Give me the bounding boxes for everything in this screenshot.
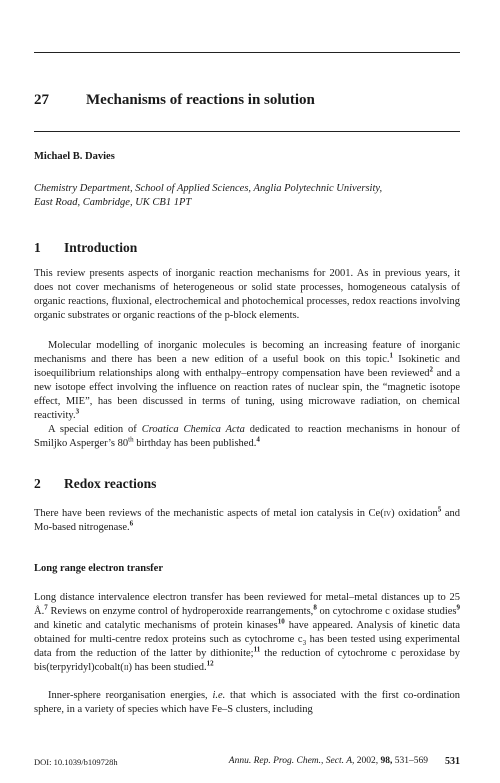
- abbreviation: i.e.: [212, 690, 226, 701]
- footnote-ref[interactable]: 4: [256, 435, 260, 444]
- footnote-ref[interactable]: 11: [253, 645, 261, 654]
- text-run: ) oxidation: [391, 508, 438, 519]
- journal-volume: 98,: [380, 756, 393, 766]
- journal-year: 2002,: [356, 756, 379, 766]
- intro-paragraph-3: [34, 423, 460, 451]
- section-heading-redox: [34, 476, 156, 492]
- journal-pages: 531–569: [394, 756, 428, 766]
- chapter-title: Mechanisms of reactions in solution: [86, 92, 315, 108]
- text-run: and a new isotope effect involving the influence on reaction rates of nuclear spin, the “magnetic isotope effect, MIE”, has been discussed in terms of tuning, using microwave radiation, on chemical reactivity.: [34, 368, 460, 421]
- title-rule: [34, 131, 460, 132]
- footnote-ref[interactable]: 7: [44, 603, 48, 612]
- footnote-ref[interactable]: 8: [313, 603, 317, 612]
- redox-paragraph-3: [34, 689, 460, 717]
- subscript: 3: [302, 639, 307, 648]
- redox-paragraph-1: [34, 507, 460, 535]
- journal-title: Annu. Rep. Prog. Chem., Sect. A,: [228, 756, 355, 766]
- intro-paragraph-1: [34, 267, 460, 323]
- text-run: dedicated to reaction mechanisms in honour of Smiljko Asperger’s 80: [34, 424, 460, 449]
- ordinal-suffix: th: [128, 435, 134, 444]
- footnote-ref[interactable]: 6: [129, 519, 134, 528]
- page-number: 531: [445, 756, 460, 767]
- text-run: birthday has been published.: [133, 438, 257, 449]
- author-name: Michael B. Davies: [34, 151, 115, 162]
- footnote-ref[interactable]: 10: [277, 617, 285, 626]
- journal-name: Croatica Chemica Acta: [141, 424, 245, 435]
- text-run: and Mo-based nitrogenase.: [34, 508, 460, 533]
- subheading-long-range-electron-transfer: Long range electron transfer: [34, 563, 163, 574]
- text-run: Long distance intervalence electron transfer has been reviewed for metal–metal distances up to 25 Å.: [34, 592, 460, 617]
- section-number: 2: [34, 476, 41, 491]
- oxidation-state: ii: [123, 662, 129, 673]
- affiliation: [34, 182, 464, 210]
- footnote-ref[interactable]: 9: [456, 603, 461, 612]
- text-run: on cytochrome c oxidase studies: [316, 606, 457, 617]
- text-run: the reduction of cytochrome c peroxidase by bis(terpyridyl)cobalt(: [34, 648, 460, 673]
- footnote-ref[interactable]: 1: [389, 351, 393, 360]
- footnote-ref[interactable]: 2: [429, 365, 433, 374]
- text-run: ) has been studied.: [128, 662, 207, 673]
- section-title: Redox reactions: [64, 476, 157, 491]
- text-run: Inner-sphere reorganisation energies,: [48, 690, 213, 701]
- section-title: Introduction: [64, 240, 138, 255]
- text-run: has been tested using experimental data from the reduction of the latter by dithionite;: [34, 634, 460, 659]
- redox-paragraph-2: [34, 591, 460, 675]
- text-run: Isokinetic and isoequilibrium relationships along with enthalpy–entropy compensation have been reviewed: [34, 354, 460, 379]
- text-run: There have been reviews of the mechanistic aspects of metal ion catalysis in Ce(: [34, 508, 384, 519]
- footnote-ref[interactable]: 12: [206, 659, 214, 668]
- chapter-number: 27: [34, 92, 49, 108]
- text-run: Reviews on enzyme control of hydroperoxide rearrangements,: [47, 606, 314, 617]
- section-heading-introduction: [34, 240, 137, 256]
- text-run: and kinetic and catalytic mechanisms of protein kinases: [34, 620, 278, 631]
- intro-paragraph-1-text: This review presents aspects of inorganic reaction mechanisms for 2001. As in previous years, it does not cover mechanisms of heterogeneous or solid state processes, homogeneous catalysis of organic reactions, fluxional, electrochemical and photochemical processes, redox reactions involving organic substrates or organic reactions of the p-block elements.: [34, 268, 460, 321]
- doi[interactable]: DOI: 10.1039/b109728h: [34, 757, 118, 767]
- footnote-ref[interactable]: 3: [75, 407, 80, 416]
- text-run: Molecular modelling of inorganic molecules is becoming an increasing feature of inorganic mechanisms and there has been a new edition of a useful book on this topic.: [34, 340, 460, 365]
- text-run: that which is associated with the first co-ordination sphere, in a variety of species which have Fe–S clusters, including: [34, 690, 460, 715]
- text-run: A special edition of: [48, 424, 142, 435]
- journal-citation: [229, 756, 428, 766]
- oxidation-state: iv: [383, 508, 392, 519]
- text-run: have appeared. Analysis of kinetic data obtained for multi-centre redox proteins such as cytochrome c: [34, 620, 460, 645]
- affiliation-line-1: Chemistry Department, School of Applied Sciences, Anglia Polytechnic University,: [34, 183, 383, 194]
- section-number: 1: [34, 240, 41, 255]
- affiliation-line-2: East Road, Cambridge, UK CB1 1PT: [34, 197, 192, 208]
- top-rule: [34, 52, 460, 53]
- footnote-ref[interactable]: 5: [437, 505, 442, 514]
- chapter-heading: [34, 92, 315, 109]
- intro-paragraph-2: [34, 339, 460, 423]
